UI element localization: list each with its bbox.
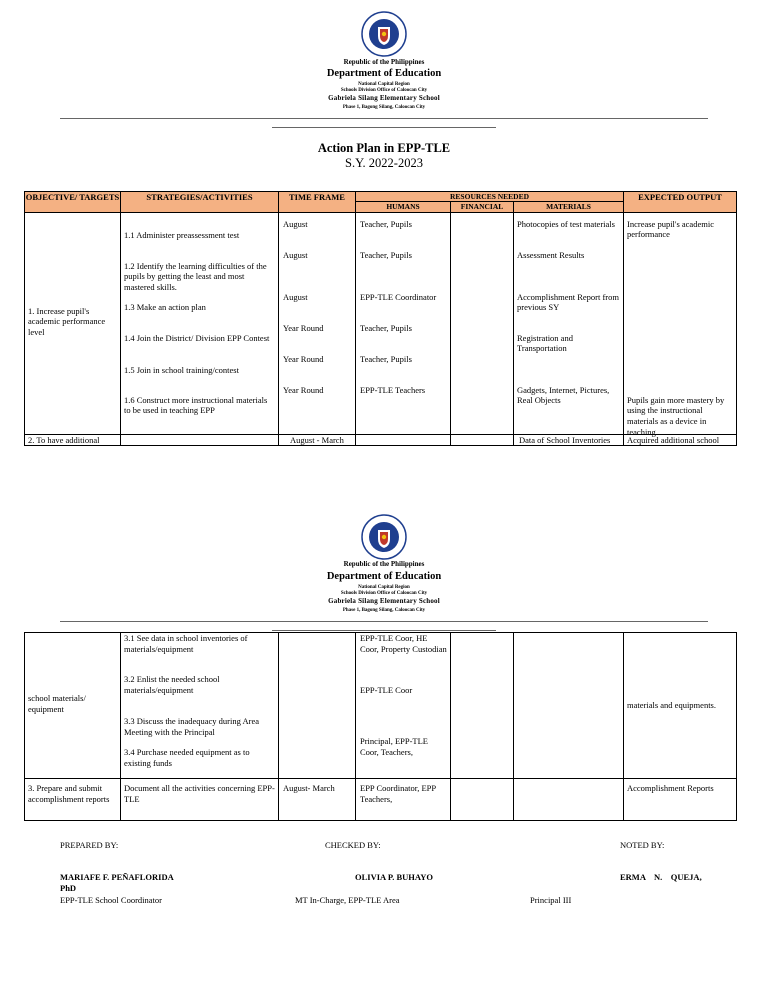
human-2: Teacher, Pupils (360, 249, 412, 260)
strategy-3-3: 3.3 Discuss the inadequacy during Area Meeting with the Principal (124, 716, 260, 737)
header-rule-short (272, 630, 496, 631)
col-humans: HUMANS (356, 202, 451, 212)
header-division: Schools Division Office of Caloocan City (340, 591, 428, 596)
prepared-by-name: MARIAFE F. PEÑAFLORIDA (60, 872, 174, 882)
strategy-3-4: 3.4 Purchase needed equipment as to existing funds (124, 747, 250, 768)
strategy-1-1: 1.1 Administer preassessment test (124, 229, 240, 240)
human-1: Teacher, Pupils (360, 218, 412, 229)
noted-by-label: NOTED BY: (620, 840, 665, 850)
human-3-2: EPP-TLE Coor (360, 685, 413, 695)
strategy-1-4: 1.4 Join the District/ Division EPP Contest (124, 332, 270, 343)
strategy-1-5: 1.5 Join in school training/contest (124, 364, 239, 375)
time-frame-2: August (283, 249, 308, 260)
header-region: National Capital Region (358, 585, 410, 590)
objective-2-continued: school materials/ equipment (28, 693, 86, 714)
time-frame-5: Year Round (283, 353, 324, 364)
page-title: Action Plan in EPP-TLE (317, 141, 451, 155)
header-region: National Capital Region (358, 82, 410, 87)
header-school: Gabriela Silang Elementary School (328, 597, 440, 605)
objective-cell (25, 212, 121, 434)
time-frame-obj3: August- March (279, 779, 356, 821)
human-3: EPP-TLE Coordinator (360, 291, 437, 302)
action-plan-table-page1 (24, 191, 737, 446)
col-strategies: STRATEGIES/ACTIVITIES (121, 192, 279, 213)
prepared-by-label: PREPARED BY: (60, 840, 119, 850)
school-year: S.Y. 2022-2023 (345, 156, 423, 170)
header-republic: Republic of the Philippines (343, 560, 425, 568)
header-address: Phase 1, Bagong Silang, Caloocan City (342, 105, 426, 110)
objective-2: 2. To have additional (25, 434, 121, 446)
time-frame-3: August (283, 291, 308, 302)
expected-obj3: Accomplishment Reports (624, 779, 737, 821)
material-2: Assessment Results (517, 249, 585, 260)
strategy-1-6: 1.6 Construct more instructional materials to be used in teaching EPP (124, 394, 268, 416)
material-4: Registration and Transportation (517, 332, 573, 354)
header-department: Department of Education (326, 571, 442, 582)
col-expected: EXPECTED OUTPUT (624, 192, 737, 213)
humans-cell (356, 212, 451, 434)
expected-obj2: Acquired additional school (624, 434, 737, 446)
strategies-cell (121, 212, 279, 434)
time-frame-6: Year Round (283, 384, 324, 395)
strategy-1-2: 1.2 Identify the learning difficulties of the pupils by getting the least and most mastered skills. (124, 260, 267, 292)
expected-2: Pupils gain more mastery by using the instructional materials as a device in teaching. (627, 394, 725, 437)
deped-seal-icon (361, 514, 407, 560)
header-rule (60, 118, 708, 119)
col-financial: FINANCIAL (451, 202, 514, 212)
material-obj2: Data of School Inventories (514, 434, 624, 446)
time-frame-4: Year Round (283, 322, 324, 333)
time-frame-1: August (283, 218, 308, 229)
human-6: EPP-TLE Teachers (360, 384, 426, 395)
prepared-by-suffix: PhD (60, 883, 77, 893)
action-plan-table-page2 (24, 632, 737, 821)
expected-1: Increase pupil's academic performance (627, 218, 714, 240)
strategy-1-3: 1.3 Make an action plan (124, 301, 206, 312)
col-resources: RESOURCES NEEDED (356, 192, 624, 202)
expected-obj2-continued: materials and equipments. (627, 700, 716, 710)
checked-by-name: OLIVIA P. BUHAYO (355, 872, 434, 882)
time-frame-cell (279, 212, 356, 434)
checked-by-label: CHECKED BY: (325, 840, 381, 850)
strategy-3-1: 3.1 See data in school inventories of materials/equipment (124, 633, 248, 654)
strategy-3-2: 3.2 Enlist the needed school materials/equipment (124, 674, 220, 695)
col-materials: MATERIALS (514, 202, 624, 212)
col-time-frame: TIME FRAME (279, 192, 356, 213)
objective-3: 3. Prepare and submit accomplishment reports (25, 779, 121, 821)
human-3-3: Principal, EPP-TLE Coor, Teachers, (360, 736, 428, 757)
noted-by-title: Principal III (530, 895, 572, 905)
col-objective: OBJECTIVE/ TARGETS (25, 192, 121, 213)
human-5: Teacher, Pupils (360, 353, 412, 364)
objective-1: 1. Increase pupil's academic performance level (28, 305, 106, 337)
header-department: Department of Education (326, 68, 442, 79)
material-5: Gadgets, Internet, Pictures, Real Objects (517, 384, 610, 406)
noted-by-name: ERMA N. QUEJA, (620, 872, 702, 882)
header-rule (60, 621, 708, 622)
header-division: Schools Division Office of Caloocan City (340, 88, 428, 93)
header-rule-short (272, 127, 496, 128)
header-address: Phase 1, Bagong Silang, Caloocan City (342, 608, 426, 613)
deped-seal-icon (361, 11, 407, 57)
human-3-1: EPP-TLE Coor, HE Coor, Property Custodian (360, 633, 447, 654)
financial-cell (451, 212, 514, 434)
material-1: Photocopies of test materials (517, 218, 615, 229)
material-3: Accomplishment Report from previous SY (517, 291, 619, 313)
checked-by-title: MT In-Charge, EPP-TLE Area (295, 895, 400, 905)
human-4: Teacher, Pupils (360, 322, 412, 333)
strategy-3: Document all the activities concerning EPP-TLE (121, 779, 279, 821)
header-school: Gabriela Silang Elementary School (328, 94, 440, 102)
header-republic: Republic of the Philippines (343, 58, 425, 66)
expected-cell (624, 212, 737, 437)
materials-cell (514, 212, 624, 434)
prepared-by-title: EPP-TLE School Coordinator (60, 895, 162, 905)
time-frame-obj2: August - March (279, 434, 356, 446)
human-obj3: EPP Coordinator, EPP Teachers, (356, 779, 451, 821)
